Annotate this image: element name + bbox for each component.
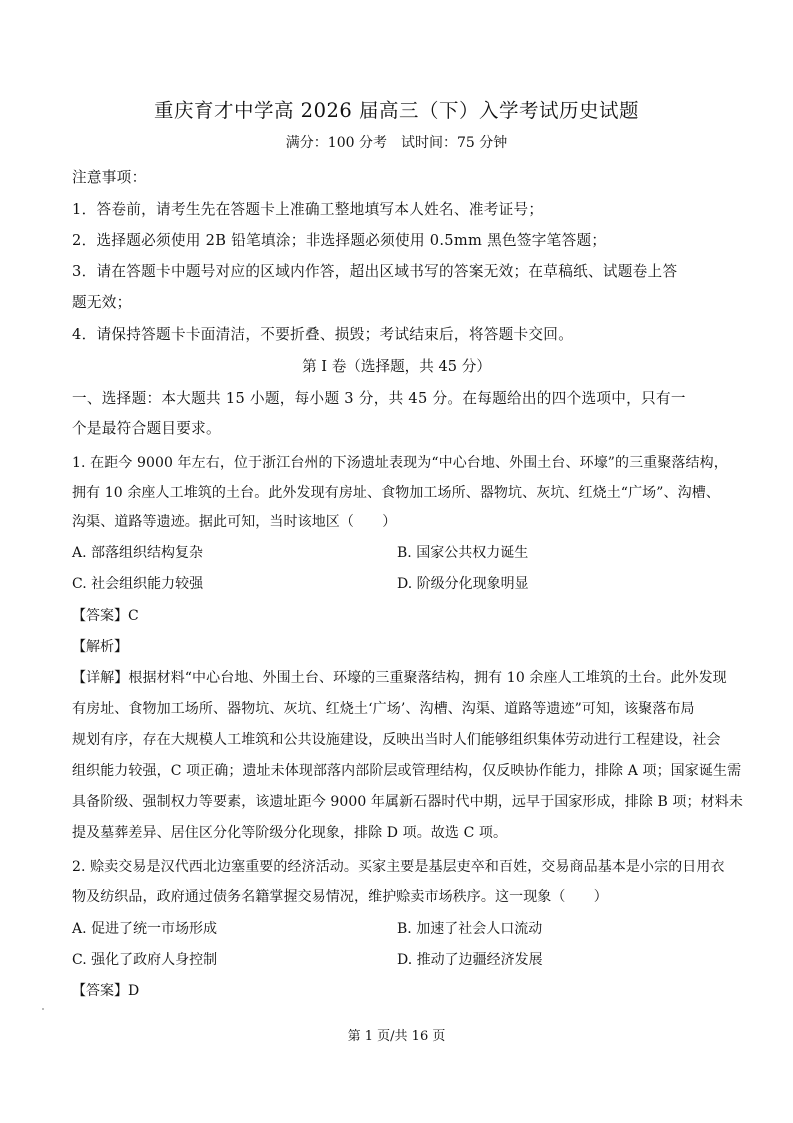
- notice-item: 2．选择题必须使用 2B 铅笔填涂；非选择题必须使用 0.5mm 黑色签字笔答题；: [72, 232, 607, 249]
- question-1-option-a: A. 部落组织结构复杂: [72, 545, 204, 561]
- question-1-detail: 提及墓葬差异、居住区分化等阶级分化现象，排除 D 项。故选 C 项。: [72, 825, 508, 841]
- question-1-detail: 组织能力较强，C 项正确；遗址未体现部落内部阶层或管理结构，仅反映协作能力，排除 A 项；国家诞生需: [72, 763, 742, 779]
- question-1-stem: 拥有 10 余座人工堆筑的土台。此外发现有房址、食物加工场所、器物坑、灰坑、红烧土“广场”、沟槽、: [72, 485, 720, 501]
- question-1-analysis-label: 【解析】: [72, 639, 128, 655]
- question-1-option-b: B. 国家公共权力诞生: [397, 545, 529, 561]
- question-1-detail: 有房址、食物加工场所、器物坑、灰坑、红烧土‘广场’、沟槽、沟渠、道路等遗迹”可知，该聚落布局: [72, 701, 695, 717]
- question-1-answer: 【答案】C: [72, 608, 139, 624]
- question-1-detail: 具备阶级、强制权力等要素，该遗址距今 9000 年属新石器时代中期，远早于国家形成，排除 B 项；材料未: [72, 794, 743, 810]
- page-footer: 第 1 页/共 16 页: [347, 1029, 446, 1044]
- question-2-option-b: B. 加速了社会人口流动: [397, 921, 543, 937]
- question-2-option-d: D. 推动了边疆经济发展: [397, 952, 543, 968]
- question-2-stem: 2. 赊卖交易是汉代西北边塞重要的经济活动。买家主要是基层吏卒和百姓，交易商品基本是小宗的日用衣: [72, 859, 725, 875]
- notice-heading: 注意事项：: [72, 169, 147, 186]
- notice-item: 4．请保持答题卡卡面清洁，不要折叠、损毁；考试结束后，将答题卡交回。: [72, 326, 574, 343]
- question-2-stem: 物及纺织品，政府通过债务名籍掌握交易情况，维护赊卖市场秩序。这一现象（ ）: [72, 889, 608, 905]
- notice-item: 题无效；: [72, 294, 132, 311]
- instruction-line: 个是最符合题目要求。: [72, 420, 221, 437]
- question-1-stem: 1. 在距今 9000 年左右，位于浙江台州的下汤遗址表现为“中心台地、外围土台、环壕”的三重聚落结构，: [72, 455, 728, 471]
- question-2-option-c: C. 强化了政府人身控制: [72, 952, 218, 968]
- question-1-stem: 沟渠、道路等遗迹。据此可知，当时该地区（ ）: [72, 514, 397, 530]
- question-1-option-d: D. 阶级分化现象明显: [397, 576, 529, 592]
- notice-item: 3．请在答题卡中题号对应的区域内作答，超出区域书写的答案无效；在草稿纸、试题卷上答: [72, 263, 678, 280]
- question-2-answer: 【答案】D: [72, 983, 140, 999]
- instruction-line: 一、选择题：本大题共 15 小题，每小题 3 分，共 45 分。在每题给出的四个选项中，只有一: [72, 390, 686, 407]
- question-1-detail: 规划有序，存在大规模人工堆筑和公共设施建设，反映出当时人们能够组织集体劳动进行工程建设，社会: [72, 732, 721, 748]
- question-2-option-a: A. 促进了统一市场形成: [72, 921, 218, 937]
- question-1-option-c: C. 社会组织能力较强: [72, 576, 204, 592]
- notice-item: 1．答卷前，请考生先在答题卡上准确工整地填写本人姓名、准考证号；: [72, 201, 544, 218]
- page-title: 重庆育才中学高 2026 届高三（下）入学考试历史试题: [153, 99, 640, 122]
- scan-speck: [42, 1008, 44, 1010]
- exam-info: 满分：100 分考 试时间：75 分钟: [285, 135, 508, 151]
- question-1-detail: 【详解】根据材料“中心台地、外围土台、环壕的三重聚落结构，拥有 10 余座人工堆筑的土台。此外发现: [72, 670, 727, 686]
- section-title: 第 I 卷（选择题，共 45 分）: [302, 358, 491, 375]
